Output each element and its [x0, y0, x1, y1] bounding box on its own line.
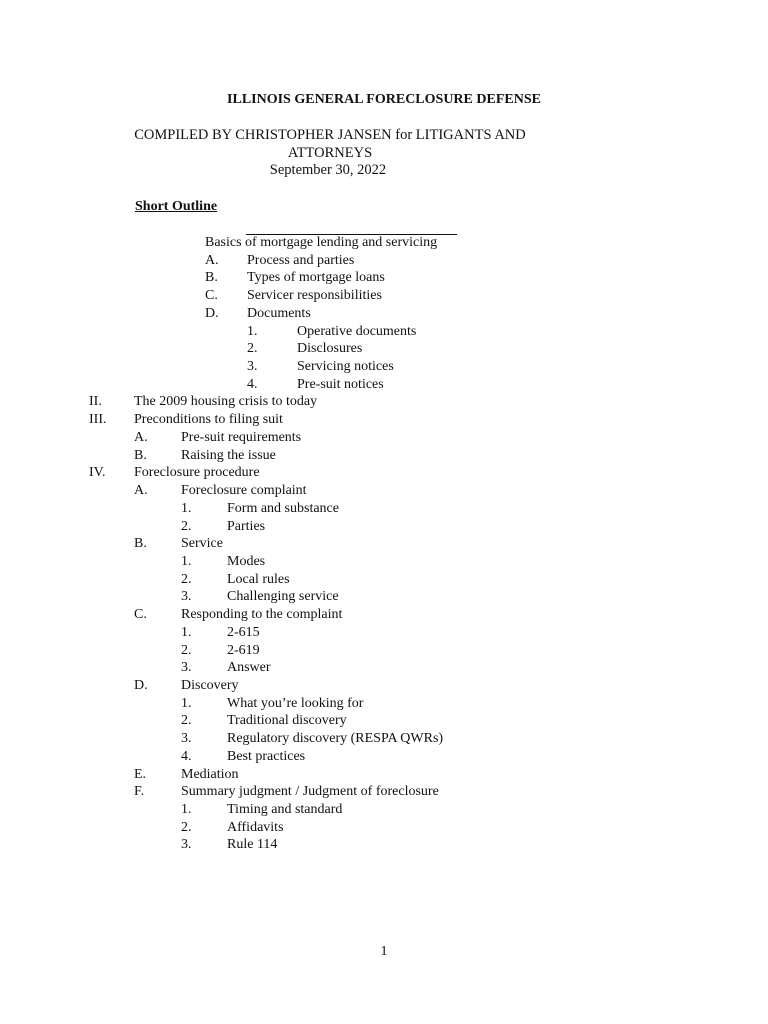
outline-item-number: IV. — [89, 465, 106, 481]
outline-item-text: Affidavits — [227, 819, 284, 835]
outline-item-number: D. — [134, 678, 148, 693]
outline-item-text: Pre-suit notices — [297, 376, 384, 392]
outline-item-text: Preconditions to filing suit — [134, 412, 283, 428]
outline-item-text: 2-619 — [227, 642, 260, 658]
outline-item — [0, 783, 768, 801]
outline-item-number: 2. — [181, 642, 192, 658]
compiled-by-line: COMPILED BY CHRISTOPHER JANSEN for LITIGANTS AND ATTORNEYS — [134, 127, 526, 161]
outline-item-number: 3. — [181, 731, 192, 747]
outline-item — [0, 819, 768, 837]
outline-item-text: Responding to the complaint — [181, 607, 343, 623]
outline-item-text: Servicing notices — [297, 359, 394, 375]
outline-item — [0, 411, 768, 429]
outline-item-number: III. — [89, 412, 107, 428]
outline-item-text: Pre-suit requirements — [181, 429, 302, 445]
outline-item-text: Mediation — [181, 766, 239, 782]
outline-item — [0, 447, 768, 465]
outline-item-number: II. — [89, 394, 102, 410]
outline-item — [0, 518, 768, 536]
outline-item — [0, 730, 768, 748]
outline-item — [0, 553, 768, 571]
outline-item — [0, 429, 768, 447]
outline-item — [0, 748, 768, 766]
outline-item-text: Service — [181, 536, 223, 552]
outline-item — [0, 801, 768, 819]
outline-item-text: Discovery — [181, 678, 239, 693]
outline-item-text: Local rules — [227, 571, 290, 587]
outline-item-text: Challenging service — [227, 589, 339, 605]
outline-item — [0, 269, 768, 287]
outline-item-number: 2. — [247, 341, 258, 357]
outline-item — [0, 234, 768, 252]
outline-item — [0, 535, 768, 553]
outline-item — [0, 766, 768, 784]
outline-item-number: C. — [205, 288, 218, 304]
outline-item-text: Form and substance — [227, 500, 339, 516]
outline-item-text: Answer — [227, 660, 271, 676]
section-heading: Short Outline — [135, 199, 218, 214]
outline-item — [0, 376, 768, 394]
outline-item-number: A. — [205, 252, 219, 268]
outline-item — [0, 677, 768, 695]
outline-item — [0, 606, 768, 624]
outline-item-text: Rule 114 — [227, 837, 278, 853]
outline-item-text: What you’re looking for — [227, 695, 364, 711]
outline-item-number: 1. — [181, 802, 192, 818]
outline-item — [0, 323, 768, 341]
outline-item-text: Foreclosure procedure — [134, 465, 260, 481]
outline-item — [0, 287, 768, 305]
outline-item — [0, 305, 768, 323]
outline-item — [0, 642, 768, 660]
outline-item-text: 2-615 — [227, 624, 260, 640]
outline-item — [0, 482, 768, 500]
outline-item-text: Documents — [247, 305, 311, 321]
outline-item — [0, 340, 768, 358]
outline-item-text: Raising the issue — [181, 447, 276, 463]
outline-item-number: C. — [134, 607, 147, 623]
outline-item-number: 1. — [247, 323, 258, 339]
outline-item-number: A. — [134, 483, 148, 499]
outline-item-number: 3. — [181, 589, 192, 605]
outline-item-text: Operative documents — [297, 323, 417, 339]
outline-item-number: 3. — [181, 837, 192, 853]
outline-item-text: Basics of mortgage lending and servicing — [205, 235, 438, 250]
outline-item-text: Servicer responsibilities — [247, 288, 382, 304]
outline-item-number: F. — [134, 784, 145, 800]
outline-item-number: B. — [134, 447, 147, 463]
outline-item — [0, 588, 768, 606]
outline-item-text: Regulatory discovery (RESPA QWRs) — [227, 731, 444, 747]
outline-item-number: E. — [134, 766, 147, 782]
outline-item — [0, 712, 768, 730]
outline-item — [0, 624, 768, 642]
outline-item-text: Modes — [227, 553, 266, 569]
outline-item-text: Foreclosure complaint — [181, 483, 307, 499]
outline-item-number: 3. — [181, 660, 192, 676]
outline-item-number: 1. — [181, 624, 192, 640]
outline-item-number: 2. — [181, 571, 192, 587]
document-title: ILLINOIS GENERAL FORECLOSURE DEFENSE — [227, 92, 541, 107]
document-date: September 30, 2022 — [269, 162, 387, 178]
outline-item-number: 2. — [181, 819, 192, 835]
outline-item — [0, 252, 768, 270]
outline-item-number: 1. — [181, 695, 192, 711]
outline-item-number: 3. — [247, 359, 258, 375]
outline-item-text: Process and parties — [247, 252, 355, 268]
outline-item-text: Timing and standard — [227, 802, 343, 818]
outline-item — [0, 836, 768, 854]
outline-item-text: Disclosures — [297, 341, 363, 357]
outline-item-number: 1. — [181, 553, 192, 569]
outline-item-number: 4. — [181, 748, 192, 764]
outline-item-text: Best practices — [227, 748, 306, 764]
outline-item-number: B. — [205, 270, 218, 286]
outline-item-number: B. — [134, 536, 147, 552]
outline-item-number: 4. — [247, 376, 258, 392]
outline-item-text: Summary judgment / Judgment of foreclosure — [181, 784, 439, 800]
outline-item — [0, 500, 768, 518]
outline-item — [0, 659, 768, 677]
outline-item — [0, 695, 768, 713]
outline-item-number: 2. — [181, 518, 192, 534]
outline-item-text: Traditional discovery — [227, 713, 347, 729]
outline-item — [0, 393, 768, 411]
outline-item — [0, 358, 768, 376]
outline-item-number: 1. — [181, 500, 192, 516]
outline-item-text: Parties — [227, 518, 266, 534]
outline-item-number: A. — [134, 429, 148, 445]
outline-item-number: D. — [205, 305, 219, 321]
outline-item-text: Types of mortgage loans — [247, 270, 385, 286]
outline-item-text: The 2009 housing crisis to today — [134, 394, 318, 410]
outline-item — [0, 571, 768, 589]
page-number: 1 — [380, 944, 388, 959]
outline-item-number: 2. — [181, 713, 192, 729]
outline-item — [0, 464, 768, 482]
